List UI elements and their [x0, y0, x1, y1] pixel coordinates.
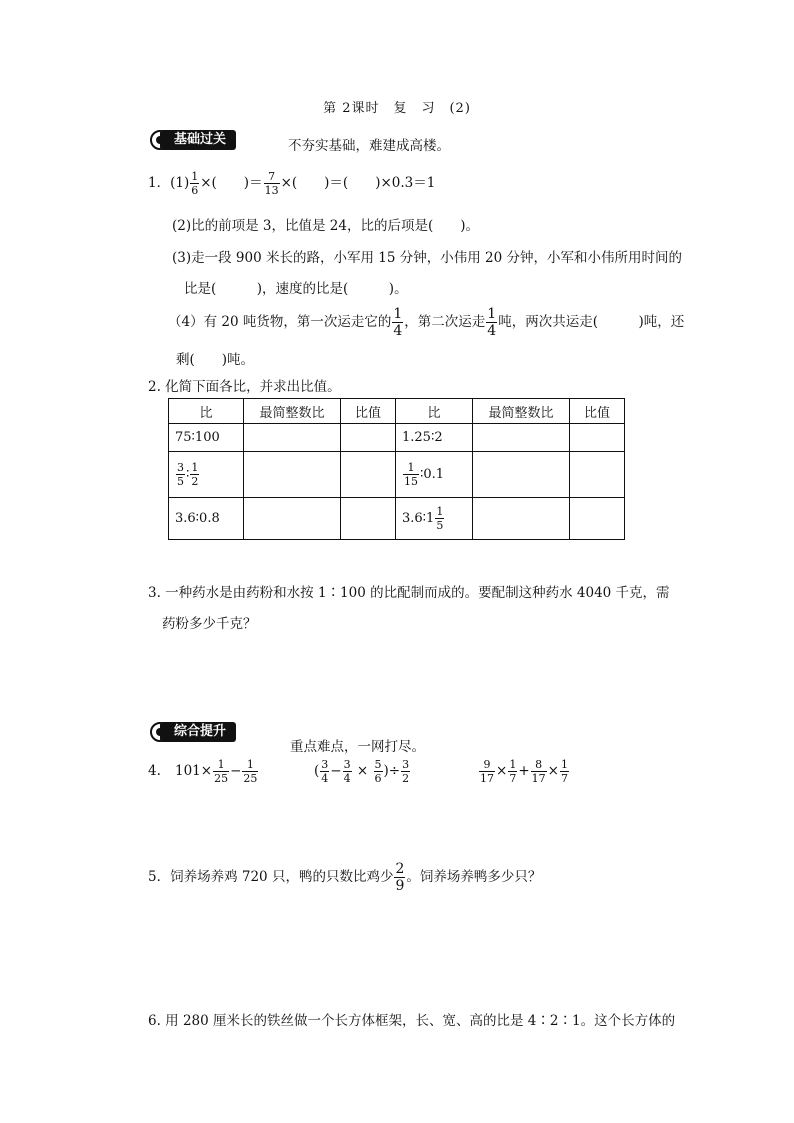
- question-3-line-2: 药粉多少千克？: [162, 616, 257, 632]
- answer-cell[interactable]: [244, 452, 341, 498]
- section-banner-label: 综合提升: [160, 722, 236, 742]
- question-number: 1．: [148, 175, 171, 191]
- answer-cell[interactable]: [570, 452, 625, 498]
- fraction: $\frac{1}{5}$: [436, 505, 444, 532]
- fraction: $\frac{9}{17}$: [480, 758, 494, 785]
- fraction: $\frac{3}{2}$: [402, 758, 410, 785]
- fraction: $\frac{1}{25}$: [243, 758, 258, 785]
- expression-2: ( $\frac{3}{4}$ − $\frac{3}{4}$ × $\frac{5}{6}$ )÷ $\frac{3}{2}$: [314, 758, 410, 785]
- expression-1: 101× $\frac{1}{25}$ − $\frac{1}{25}$: [175, 758, 258, 785]
- section-banner-basic: [148, 128, 278, 152]
- question-5: 5．饲养场养鸡 720 只，鸭的只数比鸡少 $\frac{2}{9}$ 。饲养场养鸭多少只？: [148, 861, 542, 894]
- fraction: $\frac{8}{17}$: [531, 758, 546, 785]
- fraction: $\frac{5}{6}$: [374, 758, 382, 785]
- column-header: 最简整数比: [244, 399, 341, 424]
- ratio-cell: 3.6∶0.8: [169, 498, 244, 540]
- fraction: $\frac{3}{5}$: [177, 461, 184, 488]
- ratio-cell: $\frac{1}{15}$ ∶0.1: [396, 452, 473, 498]
- question-1-part-4: [168, 306, 684, 339]
- column-header: 最简整数比: [473, 399, 570, 424]
- table-row: [169, 498, 625, 540]
- question-1-part-1: [148, 170, 435, 197]
- fraction: $\frac{1}{4}$: [393, 306, 403, 339]
- question-1-part-3-line-2: 比是( )，速度的比是( )。: [184, 281, 408, 297]
- fraction: $\frac{3}{4}$: [343, 758, 351, 785]
- table-header-row: [169, 399, 625, 424]
- answer-cell[interactable]: [341, 424, 396, 452]
- equation-text: ×( )＝( )×0.3＝1: [280, 175, 436, 191]
- section-banner-label: 基础过关: [160, 130, 236, 150]
- question-1-part-2: (2)比的前项是 3，比值是 24，比的后项是( )。: [172, 218, 480, 234]
- answer-cell[interactable]: [473, 498, 570, 540]
- page-title: 第 2课时 复 习 (2): [323, 101, 471, 116]
- ratio-cell: 75∶100: [169, 424, 244, 452]
- part-label: (1): [170, 175, 190, 191]
- table-row: [169, 452, 625, 498]
- fraction: $\frac{1}{4}$: [487, 306, 497, 339]
- fraction: $\frac{2}{9}$: [395, 861, 405, 894]
- answer-cell[interactable]: [341, 452, 396, 498]
- answer-cell[interactable]: [341, 498, 396, 540]
- column-header: 比值: [570, 399, 625, 424]
- answer-cell[interactable]: [570, 424, 625, 452]
- equation-text: ×( )＝: [200, 175, 263, 191]
- ratio-cell: $\frac{3}{5}$ ∶ $\frac{1}{2}$: [169, 452, 244, 498]
- answer-cell[interactable]: [570, 498, 625, 540]
- fraction: $\frac{1}{7}$: [509, 758, 517, 785]
- expression-3: $\frac{9}{17}$ × $\frac{1}{7}$ + $\frac{8}{17}$ × $\frac{1}{7}$: [480, 758, 568, 785]
- column-header: 比: [396, 399, 473, 424]
- question-4-number: 4.: [148, 763, 161, 779]
- ratio-cell: 1.25∶2: [396, 424, 473, 452]
- section-banner-advanced: [148, 720, 278, 744]
- column-header: 比: [169, 399, 244, 424]
- text: ，第二次运走: [404, 314, 486, 330]
- text: （4）有 20 吨货物，第一次运走它的: [168, 314, 392, 330]
- section-motto: 不夯实基础，难建成高楼。: [288, 138, 450, 154]
- table-row: [169, 424, 625, 452]
- answer-cell[interactable]: [473, 424, 570, 452]
- answer-cell[interactable]: [473, 452, 570, 498]
- question-1-part-3-line-1: (3)走一段 900 米长的路，小军用 15 分钟，小伟用 20 分钟，小军和小伟所用时间的: [172, 250, 682, 266]
- fraction: $\frac{1}{6}$: [191, 170, 199, 197]
- fraction: $\frac{1}{7}$: [560, 758, 568, 785]
- answer-cell[interactable]: [244, 498, 341, 540]
- question-3-line-1: 3. 一种药水是由药粉和水按 1∶100 的比配制而成的。要配制这种药水 4040 千克，需: [148, 585, 670, 601]
- ratio-table: [168, 398, 625, 540]
- column-header: 比值: [341, 399, 396, 424]
- question-2: 2. 化简下面各比，并求出比值。: [148, 379, 341, 395]
- question-1-part-4-line-2: 剩( )吨。: [176, 352, 255, 368]
- fraction: $\frac{7}{13}$: [264, 170, 279, 197]
- fraction: $\frac{1}{15}$: [404, 461, 418, 488]
- fraction: $\frac{3}{4}$: [321, 758, 329, 785]
- ratio-cell: 3.6∶1 $\frac{1}{5}$: [396, 498, 473, 540]
- text: 吨，两次共运走( )吨，还: [498, 314, 685, 330]
- fraction: $\frac{1}{2}$: [191, 461, 199, 488]
- answer-cell[interactable]: [244, 424, 341, 452]
- section-motto: 重点难点，一网打尽。: [290, 739, 425, 755]
- question-6: 6. 用 280 厘米长的铁丝做一个长方体框架，长、宽、高的比是 4∶2∶1。这个长方体的: [148, 1013, 676, 1029]
- fraction: $\frac{1}{25}$: [214, 758, 229, 785]
